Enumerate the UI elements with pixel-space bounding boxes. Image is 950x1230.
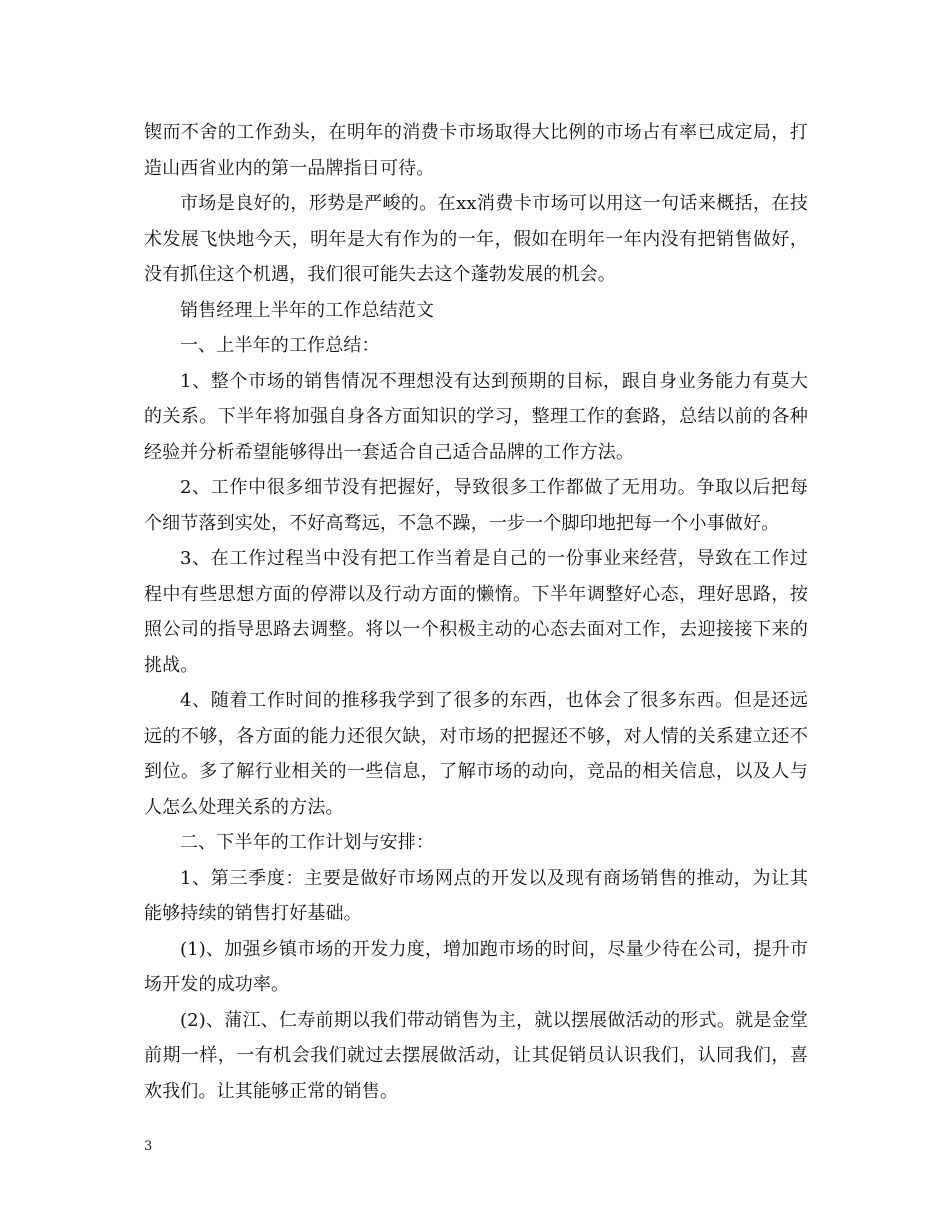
plan-subitem-1: (1)、加强乡镇市场的开发力度，增加跑市场的时间，尽量少待在公司，提升市场开发的成功率。 [144, 938, 808, 995]
document-body [144, 115, 808, 1109]
summary-item-4: 4、随着工作时间的推移我学到了很多的东西，也体会了很多东西。但是还远远的不够，各方面的能力还很欠缺，对市场的把握还不够，对人情的关系建立还不到位。多了解行业相关的一些信息，了解市场的动向，竞品的相关信息，以及人与人怎么处理关系的方法。 [144, 690, 808, 818]
summary-item-1: 1、整个市场的销售情况不理想没有达到预期的目标，跟自身业务能力有莫大的关系。下半年将加强自身各方面知识的学习，整理工作的套路，总结以前的各种经验并分析希望能够得出一套适合自己适合品牌的工作方法。 [144, 370, 808, 463]
plan-subitem-2: (2)、蒲江、仁寿前期以我们带动销售为主，就以摆展做活动的形式。就是金堂前期一样，一有机会我们就过去摆展做活动，让其促销员认识我们，认同我们，喜欢我们。让其能够正常的销售。 [144, 1009, 808, 1102]
plan-item-1: 1、第三季度：主要是做好市场网点的开发以及现有商场销售的推动，为让其能够持续的销售打好基础。 [144, 867, 808, 924]
paragraph-1: 锲而不舍的工作劲头，在明年的消费卡市场取得大比例的市场占有率已成定局，打造山西省业内的第一品牌指日可待。 [144, 122, 808, 179]
paragraph-2: 市场是良好的，形势是严峻的。在xx消费卡市场可以用这一句话来概括，在技术发展飞快地今天，明年是大有作为的一年，假如在明年一年内没有把销售做好，没有抓住这个机遇，我们很可能失去这个蓬勃发展的机会。 [144, 193, 808, 285]
summary-item-3: 3、在工作过程当中没有把工作当着是自己的一份事业来经营，导致在工作过程中有些思想方面的停滞以及行动方面的懒惰。下半年调整好心态，理好思路，按照公司的指导思路去调整。将以一个积极主动的心态去面对工作，去迎接接下来的挑战。 [144, 548, 808, 676]
section-title: 销售经理上半年的工作总结范文 [180, 299, 435, 321]
page-number: 3 [144, 1139, 153, 1154]
heading-second-half-plan: 二、下半年的工作计划与安排： [180, 832, 435, 853]
heading-first-half-summary: 一、上半年的工作总结： [180, 335, 380, 356]
summary-item-2: 2、工作中很多细节没有把握好，导致很多工作都做了无用功。争取以后把每个细节落到实处，不好高骛远，不急不躁，一步一个脚印地把每一个小事做好。 [144, 477, 808, 534]
